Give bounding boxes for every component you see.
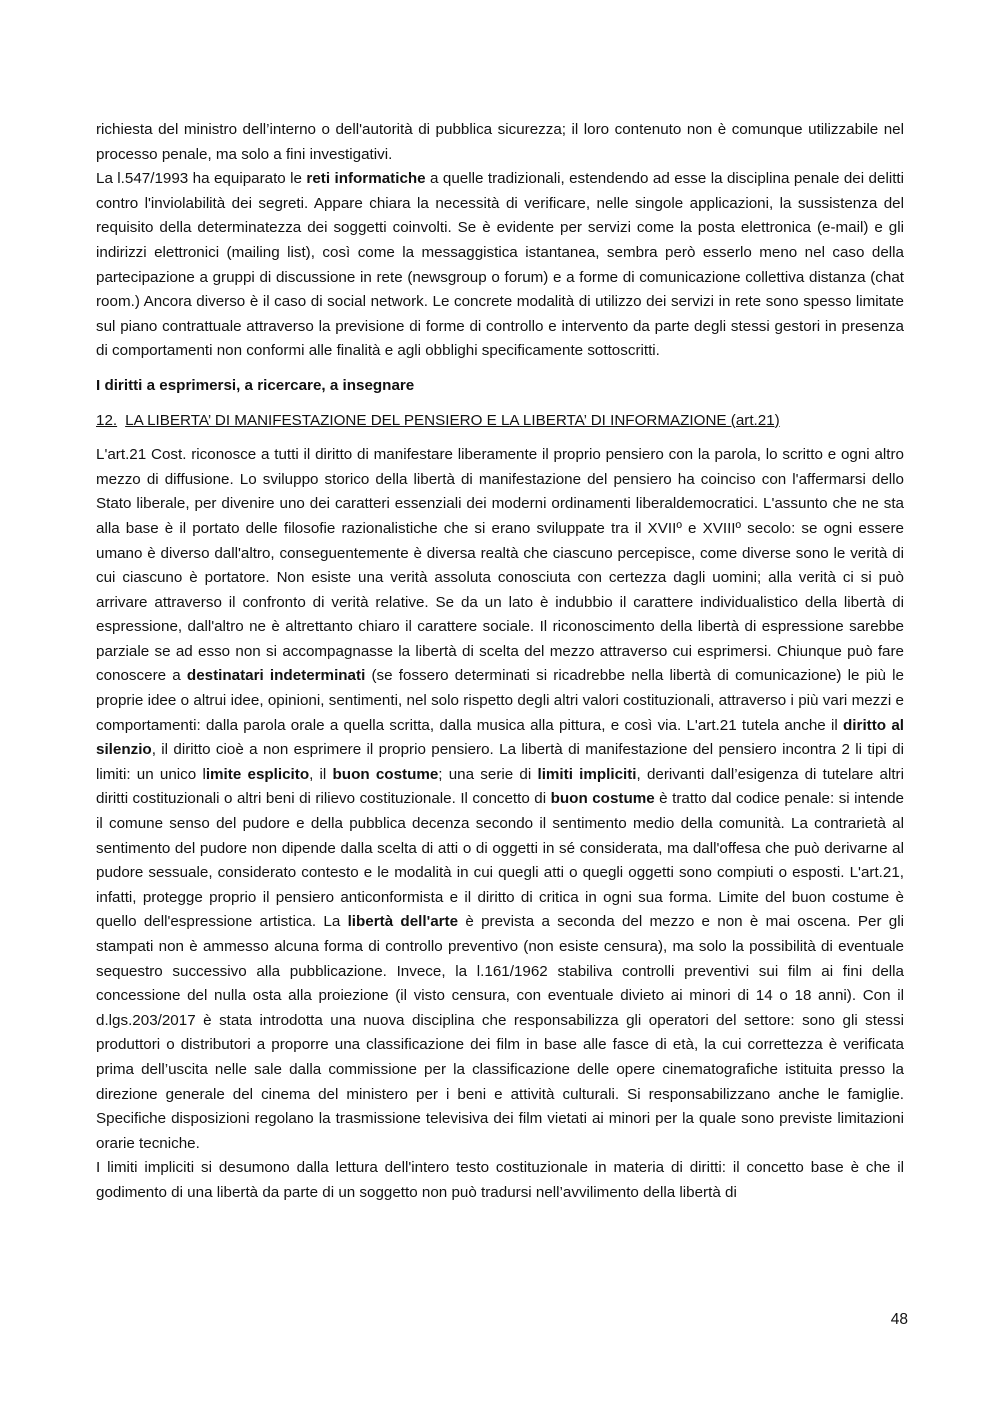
chapter-heading [96, 409, 904, 434]
bold-term-liberta-arte: libertà dell'arte [347, 913, 459, 931]
chapter-number: 12. [96, 411, 118, 429]
paragraph-intercettazioni: richiesta del ministro dell’interno o dell'autorità di pubblica sicurezza; il loro contenuto non è comunque utilizzabile nel processo penale, ma solo a fini investigativi. [96, 121, 904, 163]
bold-term-limite-esplicito: imite esplicito [205, 765, 310, 783]
page-number: 48 [890, 1311, 908, 1328]
text-run: , il [309, 765, 333, 783]
text-run: è prevista a seconda del mezzo e non è mai oscena. Per gli stampati non è ammesso alcuna forma di controllo preventivo (non esiste censura), ma solo la possibilità di eventuale sequestro successivo alla pubblicazione. Invece, la l.161/1962 stabiliva controlli preventivi sui film ai fini della concessione del nulla osta alla proiezione (il visto censura, con eventuale divieto ai minori di 14 o 18 anni). Con il d.lgs.203/2017 è stata introdotta una nuova disciplina che responsabilizza gli operatori del settore: sono gli stessi produttori o distributori a proporre una classificazione dei film in base alle fasce di età, la cui correttezza è verificata prima dell’uscita nelle sale dalla commissione per la classificazione delle opere cinematografiche istituita presso la direzione generale del cinema del ministero per i beni e attività culturali. Si responsabilizzano anche le famiglie. Specifiche disposizioni regolano la trasmissione televisiva dei film vietati ai minori per la quale sono previste limitazioni orarie tecniche. [96, 913, 904, 1152]
paragraph-art21 [96, 443, 904, 1156]
bold-term-diritto-al-silenzio: diritto al silenzio [96, 716, 904, 759]
section-heading: I diritti a esprimersi, a ricercare, a insegnare [96, 376, 415, 394]
text-run: La l.547/1993 ha equiparato le [96, 170, 307, 188]
paragraph-limiti-impliciti: I limiti impliciti si desumono dalla lettura dell'intero testo costituzionale in materia di diritti: il concetto base è che il godimento di una libertà da parte di un soggetto non può tradursi nell’avvilimento della libertà di [96, 1159, 904, 1201]
text-run: è tratto dal codice penale: si intende il comune senso del pudore e della pubblica decenza secondo il sentimento medio della comunità. La contrarietà al sentimento del pudore non dipende dalla scelta di atti o di oggetti in sé considerata, ma dall'offesa che può derivarne al pudore sessuale, considerato contesto e le modalità in cui quegli atti o quegli oggetti sono compiuti o esposti. L'art.21, infatti, protegge proprio il pensiero anticonformista e il diritto di critica in ogni sua forma. Limite del buon costume è quello dell'espressione artistica. La [96, 790, 904, 931]
text-run: , il diritto cioè a non esprimere il proprio pensiero. La libertà di manifestazione del pensiero incontra 2 li tipi di limiti: un unico l [96, 741, 904, 783]
text-run: (se fossero determinati si ricadrebbe nella libertà di comunicazione) le più le proprie idee o altrui idee, opinioni, sentimenti, nel solo rispetto degli altri valori costituzionali, attraverso i più vari mezzi e comportamenti: dalla parola orale a quella scritta, dalla musica alla pittura, e così via. L'art.21 tutela anche il [96, 667, 904, 734]
paragraph-reti-informatiche [96, 167, 904, 364]
text-run: ; una serie di [438, 765, 538, 783]
bold-term-limiti-impliciti: limiti impliciti [537, 765, 637, 783]
bold-term-reti-informatiche: reti informatiche [306, 170, 426, 188]
chapter-title: LA LIBERTA’ DI MANIFESTAZIONE DEL PENSIERO E LA LIBERTA’ DI INFORMAZIONE (art.21) [125, 411, 780, 429]
page-content [96, 118, 904, 1206]
bold-term-destinatari-indeterminati: destinatari indeterminati [186, 667, 366, 685]
text-run: , derivanti dall’esigenza di tutelare altri diritti costituzionali o altri beni di rilievo costituzionale. Il concetto di [96, 765, 904, 808]
text-run: a quelle tradizionali, estendendo ad esse la disciplina penale dei delitti contro l'inviolabilità dei segreti. Appare chiara la necessità di verificare, nelle singole applicazioni, la sussistenza del requisito della determinatezza dei soggetti coinvolti. Se è evidente per servizi come la posta elettronica (e-mail) e gli indirizzi elettronici (mailing list), così come la messaggistica istantanea, sembra però esserlo meno nel caso della partecipazione a gruppi di discussione in rete (newsgroup o forum) e a forme di comunicazione collettiva distanza (chat room.) Ancora diverso è il caso di social network. Le concrete modalità di utilizzo dei servizi in rete sono spesso limitate sul piano contrattuale attraverso la previsione di forme di controllo e intervento da parte degli stessi gestori in presenza di comportamenti non conformi alle finalità e agli obblighi specificamente sottoscritti. [96, 170, 905, 360]
bold-term-buon-costume: buon costume [332, 765, 439, 783]
text-run: L'art.21 Cost. riconosce a tutti il diritto di manifestare liberamente il proprio pensiero con la parola, lo scritto e ogni altro mezzo di diffusione. Lo sviluppo storico della libertà di manifestazione del pensiero ha coinciso con l'affermarsi dello Stato liberale, per divenire uno dei caratteri essenziali dei moderni ordinamenti liberaldemocratici. L'assunto che ne sta alla base è il portato delle filosofie razionalistiche che si erano sviluppate tra il XVIIº e XVIIIº secolo: se ogni essere umano è diverso dall'altro, conseguentemente è diversa realtà che ciascuno percepisce, come diverse sono le verità di cui ciascuno è portatore. Non esiste una verità assoluta conosciuta con certezza dagli uomini; alla verità ci si può arrivare attraverso il confronto di verità relative. Se da un lato è indubbio il carattere individualistico della libertà di espressione, dall'altro ne è altrettanto chiaro il carattere sociale. Il riconoscimento della libertà di espressione sarebbe parziale se ad esso non si accompagnasse la libertà di scelta del mezzo attraverso cui esprimersi. Chiunque può fare conoscere a [96, 446, 904, 685]
bold-term-buon-costume-2: buon costume [550, 790, 655, 808]
